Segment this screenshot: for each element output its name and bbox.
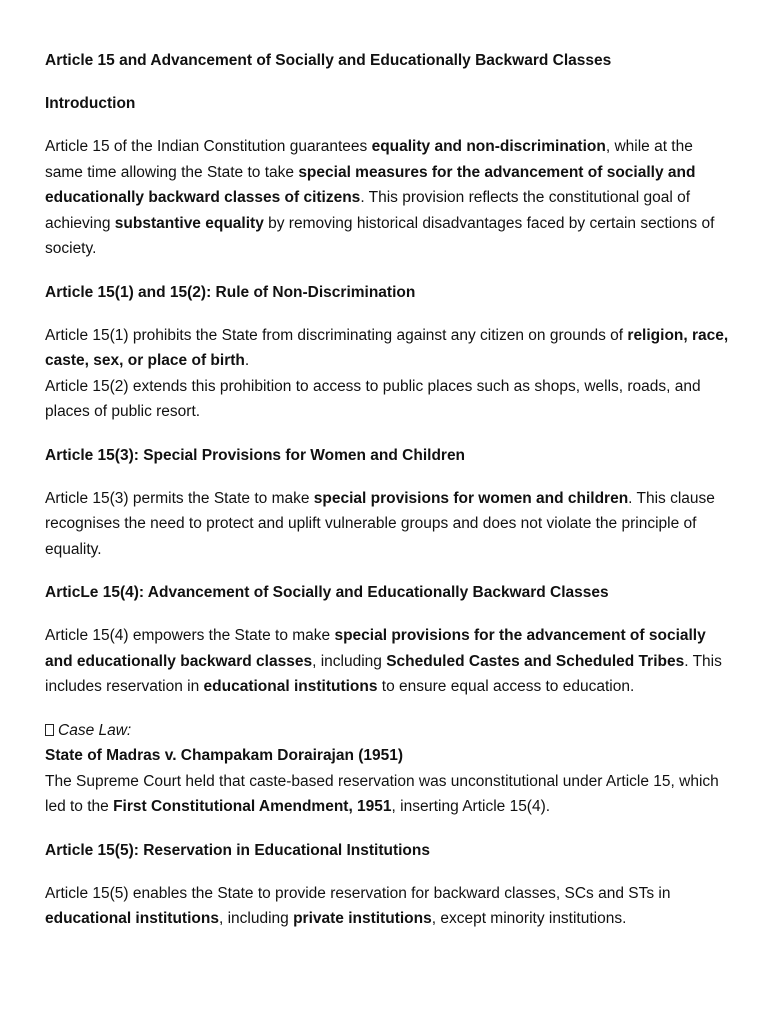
text-run: . This clause recognises the need to protect and uplift vulnerable groups and does not violate the principle of equality. — [45, 489, 715, 558]
section-heading-article-15-5: Article 15(5): Reservation in Educational Institutions — [45, 841, 430, 859]
bold-text-run: special provisions for the advancement of socially and educationally backward classes — [45, 627, 706, 670]
section-heading-article-15-3: Article 15(3): Special Provisions for Women and Children — [45, 446, 466, 464]
document-title: Article 15 and Advancement of Socially and Educationally Backward Classes — [45, 52, 612, 69]
bold-text-run: educational institutions — [203, 678, 378, 695]
text-run: . — [244, 352, 250, 369]
section-heading-article-15-1-2: Article 15(1) and 15(2): Rule of Non-Discrimination — [45, 283, 416, 301]
text-run: Article 15(3) permits the State to make — [45, 489, 314, 507]
article-15-3-paragraph — [45, 486, 732, 563]
text-run: Article 15(2) extends this prohibition to access to public places such as shops, wells, roads, and places of public resort. — [45, 377, 701, 420]
bold-text-run: special measures for the advancement of socially and educationally backward classes of citizens — [45, 163, 696, 206]
text-run: , while at the same time allowing the State to take — [45, 138, 693, 181]
bold-text-run: substantive equality — [114, 214, 264, 232]
text-run: Article 15(5) enables the State to provide reservation for backward classes, SCs and STs in — [45, 884, 671, 902]
text-run: , inserting Article 15(4). — [391, 798, 551, 815]
text-run: Article 15(4) empowers the State to make — [45, 627, 335, 644]
text-run: The Supreme Court held that caste-based reservation was unconstitutional under Article 15, which led to the — [45, 772, 719, 815]
article-15-4-paragraph — [45, 623, 732, 700]
text-run: , except minority institutions. — [431, 910, 627, 927]
bold-text-run: Scheduled Castes and Scheduled Tribes — [386, 652, 685, 670]
text-run: by removing historical disadvantages faced by certain sections of society. — [45, 214, 715, 257]
bold-text-run: private institutions — [293, 910, 432, 927]
text-run: to ensure equal access to education. — [377, 678, 635, 695]
case-law-label: Case Law: — [45, 718, 732, 744]
article-15-1-2-paragraph — [45, 323, 732, 425]
text-run: . This provision reflects the constitutional goal of achieving — [45, 189, 691, 232]
text-run: , including — [312, 652, 387, 670]
introduction-paragraph — [45, 134, 732, 262]
section-heading-article-15-4: ArticLe 15(4): Advancement of Socially and Educationally Backward Classes — [45, 584, 609, 601]
missing-glyph-icon — [45, 724, 54, 736]
text-run: . This includes reservation in — [45, 652, 722, 695]
case-title: State of Madras v. Champakam Dorairajan (1951) — [45, 747, 404, 764]
article-15-5-paragraph — [45, 881, 732, 932]
case-description — [45, 769, 732, 820]
text-run: Article 15 of the Indian Constitution guarantees — [45, 138, 372, 155]
article-15-1-text — [45, 323, 732, 374]
section-heading-introduction: Introduction — [45, 95, 136, 112]
article-15-2-text — [45, 374, 732, 425]
bold-text-run: First Constitutional Amendment, 1951 — [113, 798, 392, 815]
bold-text-run: religion, race, caste, sex, or place of birth — [45, 326, 729, 369]
text-run: , including — [218, 910, 294, 927]
bold-text-run: equality and non-discrimination — [371, 138, 606, 155]
case-law-block — [45, 718, 732, 820]
text-run: Article 15(1) prohibits the State from discriminating against any citizen on grounds of — [45, 326, 628, 344]
bold-text-run: special provisions for women and children — [313, 489, 629, 507]
bold-text-run: educational institutions — [45, 910, 219, 927]
